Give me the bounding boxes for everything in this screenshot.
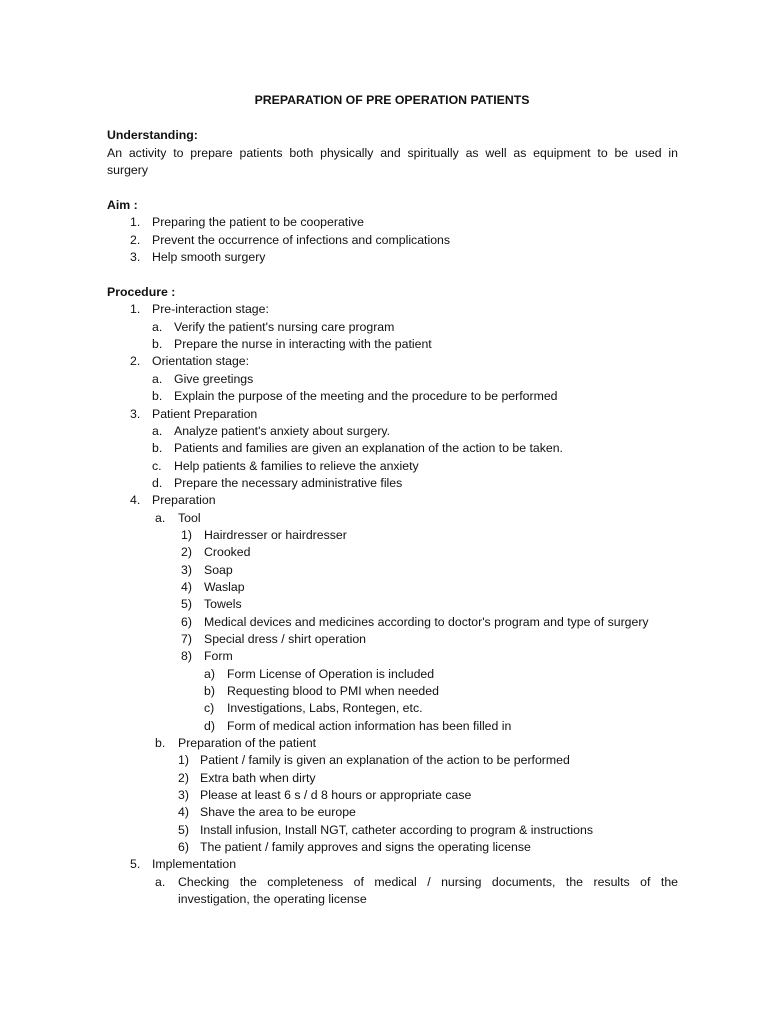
tool-item-6-marker: 6) <box>181 615 192 629</box>
step-1-title: Pre-interaction stage: <box>152 302 269 316</box>
patient-item-6-marker: 6) <box>178 840 189 854</box>
step-2b-marker: b. <box>152 389 163 403</box>
tool-item-1-marker: 1) <box>181 528 192 542</box>
step-3c-marker: c. <box>152 459 162 473</box>
form-item-a-marker: a) <box>204 667 215 681</box>
form-item-b: Requesting blood to PMI when needed <box>227 684 439 698</box>
tool-item-2-marker: 2) <box>181 545 192 559</box>
step-4b-marker: b. <box>155 736 166 750</box>
tool-item-3: Soap <box>204 563 233 577</box>
aim-item-1: Preparing the patient to be cooperative <box>152 215 364 229</box>
step-3d-marker: d. <box>152 476 163 490</box>
patient-item-2-marker: 2) <box>178 771 189 785</box>
step-5a-marker: a. <box>155 875 166 889</box>
step-2b: Explain the purpose of the meeting and the procedure to be performed <box>174 389 558 403</box>
form-item-d-marker: d) <box>204 719 215 733</box>
tool-item-7-marker: 7) <box>181 632 192 646</box>
step-2a: Give greetings <box>174 372 254 386</box>
step-1b-marker: b. <box>152 337 163 351</box>
form-item-a: Form License of Operation is included <box>227 667 435 681</box>
step-2-title: Orientation stage: <box>152 354 250 368</box>
procedure-heading: Procedure : <box>107 285 176 299</box>
aim-item-3: Help smooth surgery <box>152 250 266 264</box>
understanding-text-line2: surgery <box>107 163 149 177</box>
patient-item-1: Patient / family is given an explanation of the action to be performed <box>200 753 570 767</box>
patient-item-1-marker: 1) <box>178 753 189 767</box>
step-1b: Prepare the nurse in interacting with the patient <box>174 337 432 351</box>
step-1a: Verify the patient's nursing care program <box>174 320 395 334</box>
tool-item-4: Waslap <box>204 580 245 594</box>
step-4a-marker: a. <box>155 511 166 525</box>
step-5a-line2: investigation, the operating license <box>178 892 367 906</box>
aim-item-2: Prevent the occurrence of infections and complications <box>152 233 451 247</box>
patient-item-4: Shave the area to be europe <box>200 805 356 819</box>
form-item-d: Form of medical action information has been filled in <box>227 719 512 733</box>
step-3a: Analyze patient's anxiety about surgery. <box>174 424 391 438</box>
step-4-marker: 4. <box>130 493 141 507</box>
step-3a-marker: a. <box>152 424 163 438</box>
tool-item-8: Form <box>204 649 233 663</box>
tool-item-5: Towels <box>204 597 242 611</box>
form-item-c: Investigations, Labs, Rontegen, etc. <box>227 701 423 715</box>
form-item-c-marker: c) <box>204 701 215 715</box>
patient-item-2: Extra bath when dirty <box>200 771 316 785</box>
aim-item-2-marker: 2. <box>130 233 141 247</box>
tool-item-7: Special dress / shirt operation <box>204 632 366 646</box>
understanding-text-line1: An activity to prepare patients both physically and spiritually as well as equipment to be used in <box>107 146 678 160</box>
step-4a-title: Tool <box>178 511 201 525</box>
step-2-marker: 2. <box>130 354 141 368</box>
step-4b-title: Preparation of the patient <box>178 736 317 750</box>
step-3d: Prepare the necessary administrative files <box>174 476 403 490</box>
step-3b-marker: b. <box>152 441 163 455</box>
patient-item-5-marker: 5) <box>178 823 189 837</box>
tool-item-4-marker: 4) <box>181 580 192 594</box>
patient-item-3: Please at least 6 s / d 8 hours or appropriate case <box>200 788 472 802</box>
tool-item-3-marker: 3) <box>181 563 192 577</box>
patient-item-3-marker: 3) <box>178 788 189 802</box>
document-title: PREPARATION OF PRE OPERATION PATIENTS <box>254 93 530 107</box>
patient-item-4-marker: 4) <box>178 805 189 819</box>
step-3b: Patients and families are given an explanation of the action to be taken. <box>174 441 563 455</box>
step-1a-marker: a. <box>152 320 163 334</box>
aim-item-3-marker: 3. <box>130 250 141 264</box>
step-5a-line1: Checking the completeness of medical / nursing documents, the results of the <box>178 875 678 889</box>
tool-item-6: Medical devices and medicines according to doctor's program and type of surgery <box>204 615 649 629</box>
step-2a-marker: a. <box>152 372 163 386</box>
patient-item-6: The patient / family approves and signs the operating license <box>200 840 531 854</box>
step-3-marker: 3. <box>130 407 141 421</box>
step-5-title: Implementation <box>152 857 237 871</box>
form-item-b-marker: b) <box>204 684 215 698</box>
tool-item-5-marker: 5) <box>181 597 192 611</box>
tool-item-2: Crooked <box>204 545 251 559</box>
aim-item-1-marker: 1. <box>130 215 141 229</box>
step-1-marker: 1. <box>130 302 141 316</box>
aim-heading: Aim : <box>107 198 138 212</box>
step-4-title: Preparation <box>152 493 216 507</box>
step-3-title: Patient Preparation <box>152 407 258 421</box>
step-5-marker: 5. <box>130 857 141 871</box>
patient-item-5: Install infusion, Install NGT, catheter according to program & instructions <box>200 823 593 837</box>
understanding-heading: Understanding: <box>107 128 198 142</box>
tool-item-8-marker: 8) <box>181 649 192 663</box>
tool-item-1: Hairdresser or hairdresser <box>204 528 347 542</box>
step-3c: Help patients & families to relieve the anxiety <box>174 459 419 473</box>
